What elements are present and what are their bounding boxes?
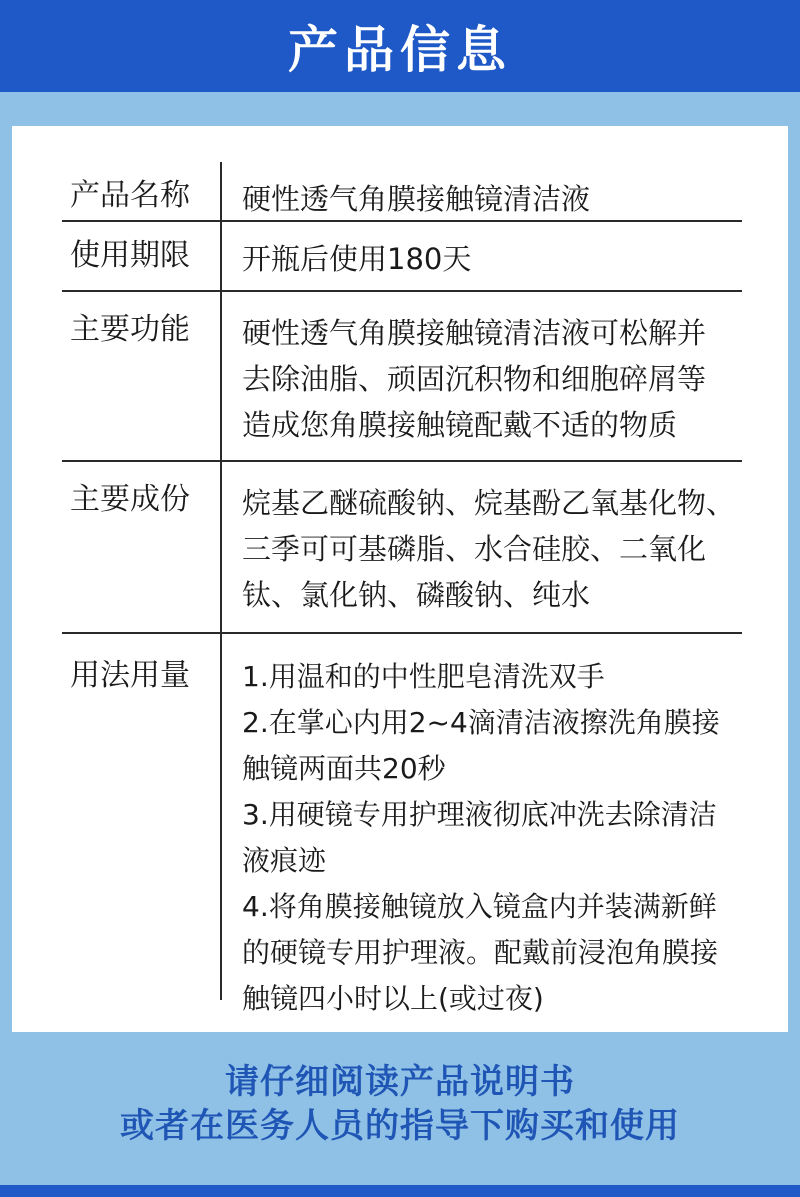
bottom-bar bbox=[0, 1185, 800, 1197]
row-product-name bbox=[62, 162, 742, 220]
value-line: 1.用温和的中性肥皂清洗双手 bbox=[242, 660, 605, 693]
row-usage-period bbox=[62, 222, 742, 290]
footer-line-1: 请仔细阅读产品说明书 bbox=[225, 1062, 575, 1102]
row-value bbox=[220, 292, 742, 460]
header-banner bbox=[0, 0, 800, 92]
value-line: 的硬镜专用护理液。配戴前浸泡角膜接 bbox=[242, 936, 719, 969]
value-line: 三季可可基磷脂、水合硅胶、二氧化 bbox=[242, 532, 707, 566]
info-card bbox=[12, 126, 788, 1032]
row-value bbox=[220, 634, 742, 1015]
page-title: 产品信息 bbox=[288, 21, 512, 79]
row-value bbox=[220, 462, 742, 632]
value-line: 去除油脂、顽固沉积物和细胞碎屑等 bbox=[242, 362, 707, 396]
value-line: 液痕迹 bbox=[242, 844, 327, 877]
row-main-ingredients bbox=[62, 462, 742, 632]
row-dosage-usage bbox=[62, 634, 742, 1015]
row-label: 使用期限 bbox=[70, 238, 190, 273]
value-line: 2.在掌心内用2~4滴清洁液擦洗角膜接 bbox=[242, 706, 720, 739]
info-table bbox=[62, 162, 742, 1015]
value-line: 触镜四小时以上(或过夜) bbox=[242, 982, 544, 1015]
value-line: 钛、氯化钠、磷酸钠、纯水 bbox=[242, 578, 591, 612]
value-line: 烷基乙醚硫酸钠、烷基酚乙氧基化物、 bbox=[242, 486, 736, 520]
value-line: 触镜两面共20秒 bbox=[242, 752, 446, 785]
value-line: 硬性透气角膜接触镜清洁液可松解并 bbox=[242, 316, 707, 350]
value-line: 3.用硬镜专用护理液彻底冲洗去除清洁 bbox=[242, 798, 717, 831]
row-value bbox=[220, 162, 742, 220]
row-label: 产品名称 bbox=[70, 178, 190, 213]
footer-line-2: 或者在医务人员的指导下购买和使用 bbox=[120, 1106, 680, 1146]
value-line: 开瓶后使用180天 bbox=[242, 242, 472, 276]
value-line: 造成您角膜接触镜配戴不适的物质 bbox=[242, 408, 678, 442]
row-label: 用法用量 bbox=[70, 658, 190, 693]
value-line: 4.将角膜接触镜放入镜盒内并装满新鲜 bbox=[242, 890, 717, 923]
row-value bbox=[220, 222, 742, 290]
row-main-function bbox=[62, 292, 742, 460]
row-label: 主要功能 bbox=[70, 312, 190, 347]
footer-notice bbox=[0, 1060, 800, 1148]
row-label: 主要成份 bbox=[70, 482, 190, 517]
value-line: 硬性透气角膜接触镜清洁液 bbox=[242, 182, 591, 216]
